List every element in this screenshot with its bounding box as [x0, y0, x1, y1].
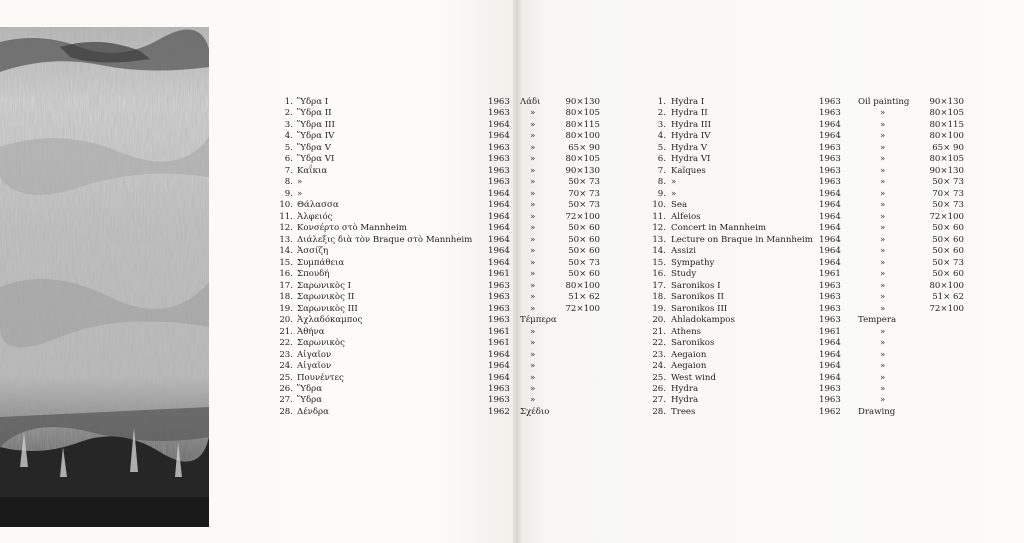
entry-title: Hydra	[671, 384, 699, 394]
entry-number: 10.	[652, 200, 666, 211]
entry-title: Διάλεξις διὰ τὸν Braque στὸ Mannheim	[297, 234, 473, 245]
entry-size: 50× 73	[568, 257, 600, 268]
entry-number: 6.	[657, 154, 666, 165]
entry-technique: »	[530, 361, 536, 372]
entry-technique: »	[880, 395, 886, 406]
entry-technique: »	[880, 257, 886, 268]
entry-number: 16.	[279, 269, 293, 280]
entry-technique: »	[880, 211, 886, 222]
entry-title: Ὕδρα V	[297, 142, 331, 153]
entry-title: Ὕδρα	[297, 395, 323, 406]
entry-technique: »	[880, 280, 886, 291]
entry-year: 1964	[488, 361, 510, 372]
entry-year: 1964	[819, 211, 841, 222]
entry-technique: »	[530, 200, 536, 211]
entry-technique: »	[880, 188, 886, 199]
entry-year: 1963	[488, 292, 510, 303]
entry-technique: Σχέδιο	[520, 406, 550, 417]
entry-size: 50× 73	[932, 177, 964, 188]
entry-number: 4.	[657, 131, 666, 142]
entry-technique: »	[530, 211, 536, 222]
entry-size: 50× 73	[568, 200, 600, 211]
entry-year: 1963	[819, 315, 841, 326]
entry-year: 1964	[488, 211, 510, 222]
entry-technique: »	[880, 154, 886, 165]
entry-technique: »	[880, 131, 886, 142]
painting-image	[0, 27, 209, 527]
entry-technique: »	[530, 108, 536, 119]
entry-year: 1964	[488, 223, 510, 234]
entry-technique: »	[880, 142, 886, 153]
entry-title: »	[297, 188, 303, 199]
entry-year: 1964	[819, 200, 841, 211]
entry-number: 16.	[652, 269, 666, 280]
entry-size: 50× 73	[932, 200, 964, 211]
entry-title: Πουνέντες	[297, 372, 344, 383]
entry-year: 1964	[819, 234, 841, 245]
entry-number: 17.	[652, 280, 666, 291]
entry-technique: »	[880, 234, 886, 245]
entry-number: 22.	[652, 338, 666, 349]
entry-title: Ἀσσίζη	[297, 246, 329, 257]
entry-title: Lecture on Braque in Mannheim	[671, 234, 813, 245]
entry-size: 80×105	[929, 154, 964, 165]
entry-title: Hydra	[671, 395, 699, 406]
entry-number: 21.	[279, 326, 293, 337]
entry-title: Hydra VI	[671, 154, 711, 165]
entry-year: 1963	[819, 303, 841, 314]
entry-technique: »	[880, 361, 886, 372]
entry-number: 10.	[279, 200, 293, 211]
entry-title: Saronikos II	[671, 292, 724, 303]
entry-technique: »	[530, 131, 536, 142]
entry-year: 1962	[819, 406, 841, 417]
entry-size: 90×130	[929, 97, 964, 107]
entry-number: 6.	[284, 154, 293, 165]
painting-reproduction	[0, 27, 209, 527]
entry-technique: »	[880, 372, 886, 383]
entry-technique: »	[530, 257, 536, 268]
book-gutter	[513, 0, 521, 543]
entry-size: 72×100	[929, 211, 964, 222]
entry-title: Hydra III	[671, 119, 711, 130]
entry-number: 8.	[657, 177, 666, 188]
entry-year: 1963	[819, 384, 841, 394]
entry-year: 1961	[488, 338, 510, 349]
entry-year: 1961	[819, 269, 841, 280]
entry-size: 72×100	[565, 303, 600, 314]
entry-year: 1963	[488, 395, 510, 406]
entry-number: 15.	[279, 257, 293, 268]
entry-title: »	[671, 177, 677, 188]
entry-title: Ὕδρα III	[297, 119, 335, 130]
entry-number: 15.	[652, 257, 666, 268]
entry-title: Σπουδή	[297, 269, 330, 280]
entry-size: 50× 60	[932, 223, 964, 234]
entry-number: 24.	[652, 361, 666, 372]
entry-title: Ἀχλαδόκαμπος	[297, 315, 363, 326]
entry-year: 1963	[819, 280, 841, 291]
entry-year: 1964	[488, 234, 510, 245]
entry-technique: »	[530, 384, 536, 394]
entry-size: 50× 60	[932, 234, 964, 245]
entry-size: 80×100	[565, 131, 600, 142]
entry-size: 80×115	[565, 119, 600, 130]
entry-title: West wind	[671, 372, 716, 383]
entry-technique: »	[880, 326, 886, 337]
entry-number: 1.	[284, 97, 293, 107]
entry-number: 28.	[652, 406, 666, 417]
entry-number: 20.	[652, 315, 666, 326]
entry-size: 51× 62	[568, 292, 600, 303]
entry-year: 1963	[819, 154, 841, 165]
entry-year: 1963	[488, 384, 510, 394]
entry-size: 50× 60	[932, 246, 964, 257]
entry-title: Hydra V	[671, 142, 708, 153]
entry-number: 7.	[284, 165, 293, 176]
entry-number: 1.	[657, 97, 666, 107]
entry-year: 1964	[488, 372, 510, 383]
entry-technique: »	[530, 338, 536, 349]
entry-year: 1964	[488, 188, 510, 199]
entry-title: Ὕδρα I	[297, 97, 329, 107]
entry-title: Σαρωνικὸς II	[297, 292, 355, 303]
entry-size: 50× 60	[932, 269, 964, 280]
entry-number: 8.	[284, 177, 293, 188]
entry-title: Δένδρα	[297, 406, 329, 417]
entry-technique: »	[530, 119, 536, 130]
entry-size: 50× 60	[568, 269, 600, 280]
entry-number: 5.	[284, 142, 293, 153]
entry-size: 50× 60	[568, 234, 600, 245]
entry-technique: »	[530, 188, 536, 199]
entry-year: 1963	[819, 395, 841, 406]
entry-technique: Tempera	[858, 315, 897, 326]
entry-size: 50× 73	[932, 257, 964, 268]
entry-year: 1963	[488, 108, 510, 119]
entry-technique: »	[880, 177, 886, 188]
entry-technique: »	[530, 372, 536, 383]
entry-technique: »	[880, 384, 886, 394]
entry-size: 90×130	[565, 165, 600, 176]
entry-size: 70× 73	[932, 188, 964, 199]
entry-technique: »	[530, 142, 536, 153]
entry-title: Saronikos III	[671, 303, 728, 314]
entry-technique: »	[530, 303, 536, 314]
entry-size: 90×130	[565, 97, 600, 107]
entry-title: Trees	[671, 406, 696, 417]
entry-year: 1964	[819, 246, 841, 257]
entry-technique: Drawing	[858, 406, 896, 417]
entry-title: Concert in Mannheim	[671, 223, 767, 234]
entry-size: 50× 73	[568, 177, 600, 188]
entry-title: Kaïques	[671, 165, 706, 176]
entry-number: 27.	[279, 395, 293, 406]
entry-year: 1964	[488, 246, 510, 257]
entry-number: 24.	[279, 361, 293, 372]
entry-title: Aegaion	[671, 349, 707, 360]
entry-technique: »	[530, 246, 536, 257]
entry-year: 1964	[488, 349, 510, 360]
entry-number: 26.	[652, 384, 666, 394]
entry-technique: »	[880, 303, 886, 314]
entry-year: 1964	[819, 188, 841, 199]
entry-number: 9.	[657, 188, 666, 199]
entry-year: 1963	[488, 280, 510, 291]
entry-year: 1964	[819, 257, 841, 268]
entry-year: 1962	[488, 406, 510, 417]
entry-year: 1964	[488, 257, 510, 268]
entry-size: 70× 73	[568, 188, 600, 199]
entry-year: 1963	[819, 165, 841, 176]
entry-title: Hydra I	[671, 97, 705, 107]
entry-size: 65× 90	[932, 142, 964, 153]
entry-year: 1963	[819, 177, 841, 188]
entry-title: Assizi	[671, 246, 697, 257]
entry-year: 1963	[819, 292, 841, 303]
entry-number: 18.	[652, 292, 666, 303]
entry-title: Study	[671, 269, 697, 280]
entry-number: 21.	[652, 326, 666, 337]
entry-size: 50× 60	[568, 223, 600, 234]
entry-title: Κονσέρτο στὸ Mannheim	[297, 223, 407, 234]
entry-year: 1964	[819, 131, 841, 142]
entry-title: Αἰγαῖον	[297, 361, 332, 372]
entry-technique: »	[880, 223, 886, 234]
entry-technique: »	[530, 223, 536, 234]
entry-technique: »	[530, 326, 536, 337]
entry-technique: »	[880, 292, 886, 303]
entry-number: 11.	[279, 211, 293, 222]
entry-year: 1963	[819, 97, 841, 107]
entry-number: 19.	[279, 303, 293, 314]
entry-title: Ὕδρα II	[297, 108, 332, 119]
entry-year: 1964	[819, 372, 841, 383]
entry-year: 1964	[488, 119, 510, 130]
entry-number: 20.	[279, 315, 293, 326]
entry-technique: »	[530, 234, 536, 245]
entry-title: Καΐκια	[297, 165, 328, 176]
entry-technique: »	[530, 154, 536, 165]
entry-size: 72×100	[929, 303, 964, 314]
entry-title: Saronikos	[671, 338, 715, 349]
entry-number: 28.	[279, 406, 293, 417]
entry-year: 1963	[488, 177, 510, 188]
entry-year: 1964	[819, 338, 841, 349]
entry-title: Aegaion	[671, 361, 707, 372]
entry-number: 17.	[279, 280, 293, 291]
entry-technique: »	[530, 165, 536, 176]
entry-title: Ὕδρα VI	[297, 154, 335, 165]
entry-year: 1964	[819, 119, 841, 130]
entry-year: 1961	[488, 326, 510, 337]
entry-number: 2.	[284, 108, 293, 119]
entry-title: Saronikos I	[671, 280, 721, 291]
entry-technique: »	[530, 269, 536, 280]
entry-number: 26.	[279, 384, 293, 394]
entry-year: 1964	[488, 131, 510, 142]
entry-technique: »	[530, 395, 536, 406]
entry-number: 22.	[279, 338, 293, 349]
entry-year: 1963	[488, 165, 510, 176]
entry-number: 14.	[279, 246, 293, 257]
entry-number: 3.	[657, 119, 666, 130]
entry-title: Sympathy	[671, 257, 715, 268]
entry-year: 1963	[819, 108, 841, 119]
entry-size: 72×100	[565, 211, 600, 222]
entry-title: Ὕδρα	[297, 384, 323, 394]
entry-size: 51× 62	[932, 292, 964, 303]
entry-year: 1964	[819, 361, 841, 372]
entry-year: 1963	[488, 154, 510, 165]
entry-technique: »	[880, 165, 886, 176]
entry-technique: »	[880, 349, 886, 360]
entry-title: Σαρωνικὸς I	[297, 280, 352, 291]
entry-size: 80×105	[565, 108, 600, 119]
entry-number: 23.	[279, 349, 293, 360]
entry-size: 80×115	[929, 119, 964, 130]
entry-title: Ἀλφειός	[297, 211, 333, 222]
entry-technique: Oil painting	[858, 97, 910, 107]
entry-technique: »	[880, 246, 886, 257]
entry-size: 80×100	[565, 280, 600, 291]
entry-technique: Λάδι	[520, 97, 541, 107]
entry-number: 27.	[652, 395, 666, 406]
entry-size: 65× 90	[568, 142, 600, 153]
entry-year: 1964	[488, 200, 510, 211]
entry-technique: »	[880, 269, 886, 280]
entry-year: 1963	[488, 97, 510, 107]
entry-size: 80×105	[565, 154, 600, 165]
entry-number: 19.	[652, 303, 666, 314]
entry-title: »	[671, 188, 677, 199]
entry-number: 14.	[652, 246, 666, 257]
entry-year: 1964	[819, 223, 841, 234]
entry-size: 90×130	[929, 165, 964, 176]
entry-size: 80×100	[929, 131, 964, 142]
entry-number: 4.	[284, 131, 293, 142]
entry-number: 2.	[657, 108, 666, 119]
entry-year: 1963	[488, 303, 510, 314]
entry-technique: »	[530, 177, 536, 188]
entry-number: 23.	[652, 349, 666, 360]
entry-number: 25.	[279, 372, 293, 383]
entry-title: Σαρωνικὸς	[297, 338, 345, 349]
entry-title: Ὕδρα IV	[297, 131, 335, 142]
entry-size: 80×100	[929, 280, 964, 291]
entry-technique: »	[530, 349, 536, 360]
entry-title: Hydra II	[671, 108, 708, 119]
entry-title: Θάλασσα	[297, 200, 339, 211]
entry-technique: »	[880, 119, 886, 130]
entry-number: 12.	[652, 223, 666, 234]
entry-number: 11.	[652, 211, 666, 222]
entry-title: Athens	[671, 326, 702, 337]
entry-number: 18.	[279, 292, 293, 303]
entry-number: 3.	[284, 119, 293, 130]
entry-technique: »	[880, 200, 886, 211]
entry-year: 1963	[488, 142, 510, 153]
entry-year: 1963	[819, 142, 841, 153]
entry-size: 80×105	[929, 108, 964, 119]
entry-year: 1961	[819, 326, 841, 337]
entry-title: Sea	[671, 200, 688, 211]
entry-number: 5.	[657, 142, 666, 153]
entry-title: Αἰγαῖον	[297, 349, 332, 360]
entry-number: 12.	[279, 223, 293, 234]
entry-title: Ἀθήνα	[297, 326, 325, 337]
entry-number: 7.	[657, 165, 666, 176]
entry-title: Alfeios	[671, 211, 701, 222]
entry-year: 1964	[819, 349, 841, 360]
entry-title: Hydra IV	[671, 131, 711, 142]
entry-number: 13.	[279, 234, 293, 245]
entry-title: Συμπάθεια	[297, 257, 345, 268]
entry-technique: »	[880, 108, 886, 119]
entry-number: 25.	[652, 372, 666, 383]
entry-title: Σαρωνικὸς III	[297, 303, 358, 314]
entry-technique: »	[880, 338, 886, 349]
entry-technique: »	[530, 292, 536, 303]
entry-technique: Τέμπερα	[520, 315, 557, 326]
entry-year: 1963	[488, 315, 510, 326]
entry-year: 1961	[488, 269, 510, 280]
entry-technique: »	[530, 280, 536, 291]
entry-title: »	[297, 177, 303, 188]
entry-size: 50× 60	[568, 246, 600, 257]
entry-title: Ahladokampos	[671, 315, 735, 326]
entry-number: 13.	[652, 234, 666, 245]
entry-number: 9.	[284, 188, 293, 199]
